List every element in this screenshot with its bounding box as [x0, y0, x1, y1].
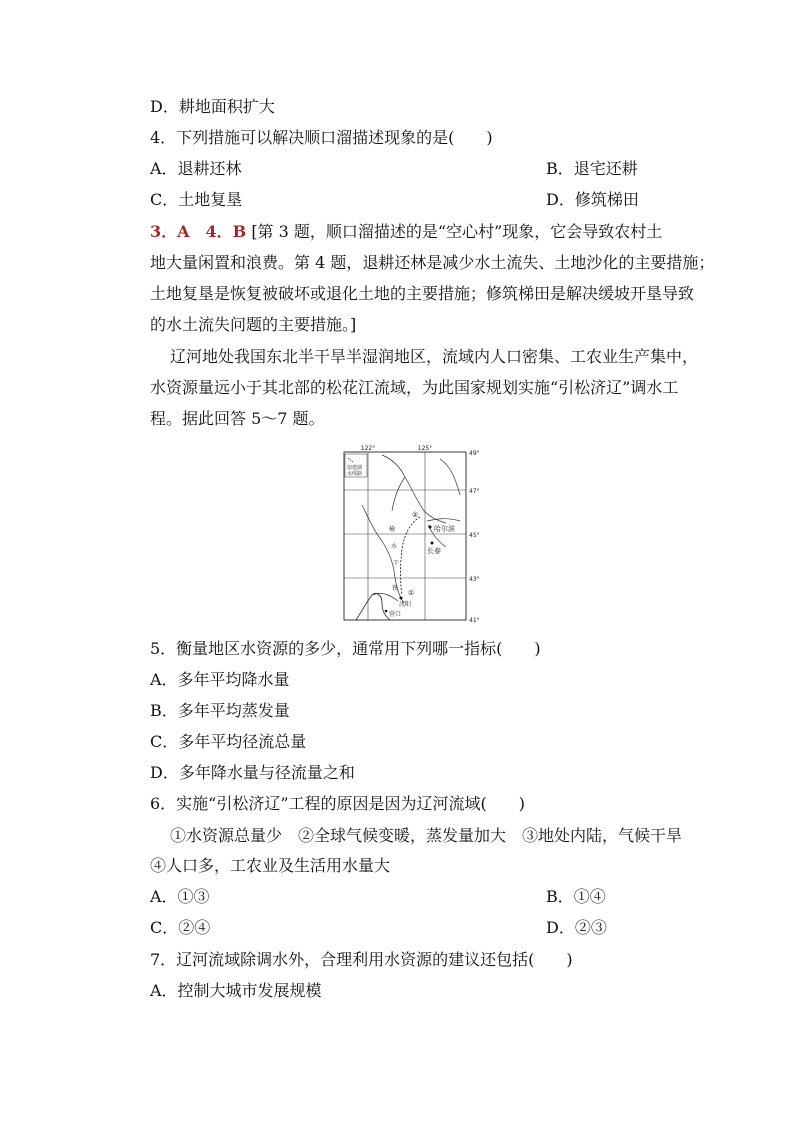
answer-line-3: 土地复垦是恢复被破坏或退化土地的主要措施；修筑梯田是解决缓坡开垦导致	[150, 284, 695, 303]
lat-43-label: 43°	[469, 576, 480, 583]
city-yingkou: 营口	[389, 611, 402, 618]
q6-stem: 6．实施“引松济辽”工程的原因是因为辽河流域( )	[150, 794, 526, 813]
lat-45-label: 45°	[469, 532, 480, 539]
q6-items-2: ④人口多，工农业及生活用水量大	[150, 856, 391, 875]
q6-options-cd	[150, 918, 607, 938]
place-gan: 干	[393, 560, 400, 567]
city-changchun: 长春	[427, 547, 441, 555]
q4-stem: 4．下列措施可以解决顺口溜描述现象的是( )	[150, 128, 493, 147]
q5-option-c: C．多年平均径流总量	[150, 732, 307, 751]
transfer-route	[401, 517, 421, 595]
lon-122-label: 122°	[360, 445, 376, 452]
city-shenyang: 沈阳	[399, 601, 412, 608]
marker-2: ②	[412, 511, 419, 519]
changchun-dot	[431, 542, 434, 545]
map-legend	[345, 454, 367, 477]
passage-line-1: 辽河地处我国东北半干旱半湿润地区，流域内人口密集、工农业生产集中，	[170, 347, 699, 366]
q4-options-ab	[150, 159, 638, 179]
answer-line-1	[150, 222, 662, 242]
answer-line-2: 地大量闲置和浪费。第 4 题，退耕还林是减少水土流失、土地沙化的主要措施；	[150, 253, 715, 272]
q7-option-a: A．控制大城市发展规模	[150, 981, 322, 1000]
harbin-dot	[429, 526, 432, 529]
q3-option-d: D．耕地面积扩大	[150, 97, 275, 116]
passage-line-2: 水资源量远小于其北部的松花江流域，为此国家规划实施“引松济辽”调水工	[150, 378, 679, 397]
answer-label: 3．A 4．B	[150, 222, 247, 241]
lat-47-label: 47°	[469, 488, 480, 495]
legend-label-2: 水线路	[347, 471, 363, 477]
q4-options-cd	[150, 190, 639, 210]
answer-line-4: 的水土流失问题的主要措施。]	[150, 315, 357, 334]
lon-125-label: 125°	[417, 445, 433, 452]
q4-option-c: C．土地复垦	[150, 190, 243, 209]
q5-option-b: B．多年平均蒸发量	[150, 701, 290, 720]
marker-1: ①	[408, 589, 415, 597]
q5-option-d: D．多年降水量与径流量之和	[150, 763, 355, 782]
q4-option-b: B．退宅还耕	[546, 159, 638, 178]
legend-label-1: 拟建调	[347, 465, 363, 471]
lat-41-label: 41°	[469, 617, 480, 623]
q6-items-1: ①水资源总量少 ②全球气候变暖，蒸发量加大 ③地处内陆，气候干旱	[170, 826, 683, 845]
q6-option-b: B．①④	[546, 887, 606, 906]
coastline	[356, 593, 390, 620]
q6-option-a: A．①③	[150, 887, 210, 906]
liao-river-map	[342, 445, 488, 623]
q7-stem: 7．辽河流域除调水外，合理利用水资源的建议还包括( )	[150, 950, 573, 969]
q5-stem: 5．衡量地区水资源的多少，通常用下列哪一指标( )	[150, 639, 541, 658]
q6-options-ab	[150, 887, 606, 907]
place-shu: 水	[391, 543, 398, 550]
q6-option-d: D．②③	[546, 918, 607, 937]
city-harbin: 哈尔滨	[434, 525, 455, 533]
yingkou-dot	[385, 610, 388, 613]
place-tie: 铁	[392, 585, 399, 592]
shenyang-dot	[400, 597, 403, 600]
lat-49-label: 49°	[469, 450, 480, 457]
answer-explanation-1: [第 3 题，顺口溜描述的是“空心村”现象，它会导致农村土	[251, 222, 663, 241]
q6-option-c: C．②④	[150, 918, 211, 937]
q4-option-a: A．退耕还林	[150, 159, 242, 178]
q4-option-d: D．修筑梯田	[546, 190, 639, 209]
place-yu: 榆	[389, 526, 396, 533]
q5-option-a: A．多年平均降水量	[150, 670, 290, 689]
passage-line-3: 程。据此回答 5～7 题。	[150, 409, 325, 428]
